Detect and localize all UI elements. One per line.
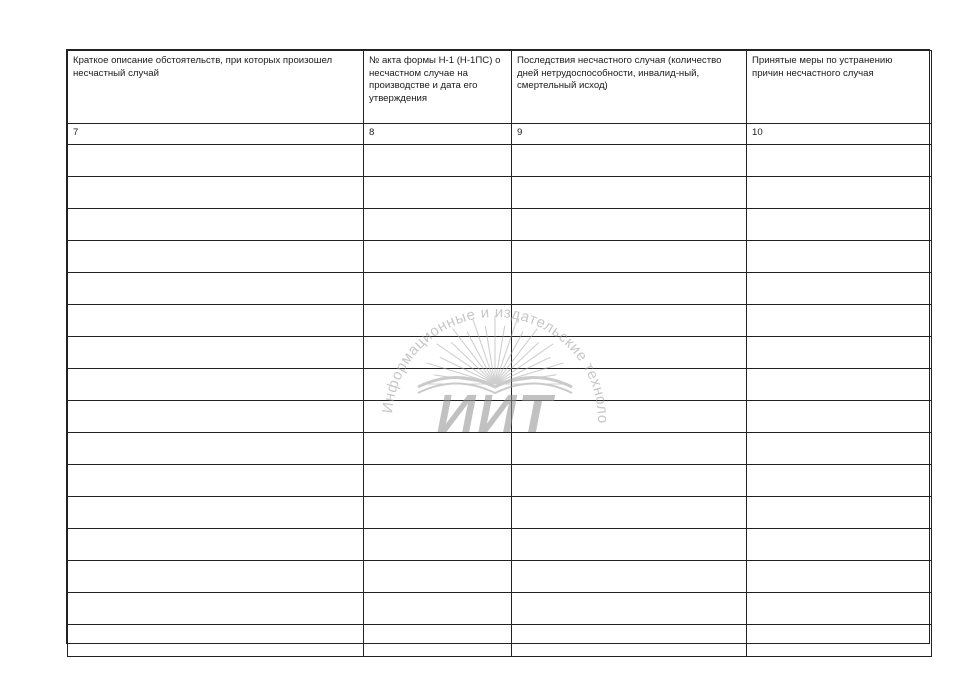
table-header-row bbox=[68, 51, 932, 124]
table-cell[interactable] bbox=[68, 497, 364, 529]
table-cell[interactable] bbox=[747, 433, 932, 465]
table-cell[interactable] bbox=[364, 273, 512, 305]
table-cell[interactable] bbox=[747, 529, 932, 561]
table-cell[interactable] bbox=[512, 145, 747, 177]
table-cell[interactable] bbox=[747, 273, 932, 305]
table-cell[interactable] bbox=[364, 497, 512, 529]
table-cell[interactable] bbox=[68, 369, 364, 401]
table-cell[interactable] bbox=[512, 241, 747, 273]
table-cell[interactable] bbox=[364, 593, 512, 625]
header-circumstances: Краткое описание обстоятельств, при которых произошел несчастный случай bbox=[68, 51, 364, 124]
table-cell[interactable] bbox=[747, 241, 932, 273]
table-cell[interactable] bbox=[512, 625, 747, 657]
table-row bbox=[68, 273, 932, 305]
table-cell[interactable] bbox=[512, 433, 747, 465]
table-cell[interactable] bbox=[512, 337, 747, 369]
table-row bbox=[68, 305, 932, 337]
table-cell[interactable] bbox=[512, 401, 747, 433]
table-cell[interactable] bbox=[364, 305, 512, 337]
table-cell[interactable] bbox=[512, 369, 747, 401]
table-cell[interactable] bbox=[747, 337, 932, 369]
column-number-7: 7 bbox=[68, 124, 364, 145]
table-cell[interactable] bbox=[68, 593, 364, 625]
table-cell[interactable] bbox=[747, 145, 932, 177]
table-cell[interactable] bbox=[512, 305, 747, 337]
table-cell[interactable] bbox=[68, 401, 364, 433]
table-row bbox=[68, 593, 932, 625]
table-cell[interactable] bbox=[364, 145, 512, 177]
table-cell[interactable] bbox=[364, 209, 512, 241]
table-cell[interactable] bbox=[747, 593, 932, 625]
column-number-8: 8 bbox=[364, 124, 512, 145]
table-cell[interactable] bbox=[364, 529, 512, 561]
table-cell[interactable] bbox=[364, 433, 512, 465]
table-cell[interactable] bbox=[364, 241, 512, 273]
table-cell[interactable] bbox=[68, 337, 364, 369]
table-row bbox=[68, 433, 932, 465]
table-cell[interactable] bbox=[512, 497, 747, 529]
table-cell[interactable] bbox=[747, 177, 932, 209]
table-row bbox=[68, 561, 932, 593]
table-cell[interactable] bbox=[68, 433, 364, 465]
table-cell[interactable] bbox=[512, 273, 747, 305]
table-row bbox=[68, 241, 932, 273]
table-cell[interactable] bbox=[512, 593, 747, 625]
header-consequences: Последствия несчастного случая (количество дней нетрудоспособности, инвалид-ный, смертельный исход) bbox=[512, 51, 747, 124]
table-cell[interactable] bbox=[68, 241, 364, 273]
table-cell[interactable] bbox=[747, 625, 932, 657]
table-cell[interactable] bbox=[512, 177, 747, 209]
table-cell[interactable] bbox=[512, 561, 747, 593]
table-cell[interactable] bbox=[364, 177, 512, 209]
table-cell[interactable] bbox=[68, 145, 364, 177]
table-cell[interactable] bbox=[512, 529, 747, 561]
table-row bbox=[68, 401, 932, 433]
watermark-logo-text: ИИТ bbox=[436, 384, 554, 437]
table-cell[interactable] bbox=[747, 305, 932, 337]
table-row bbox=[68, 145, 932, 177]
table-cell[interactable] bbox=[364, 465, 512, 497]
table-row bbox=[68, 497, 932, 529]
table-cell[interactable] bbox=[68, 273, 364, 305]
table-cell[interactable] bbox=[364, 561, 512, 593]
table-cell[interactable] bbox=[512, 465, 747, 497]
table-cell[interactable] bbox=[68, 209, 364, 241]
watermark-arc-text: Информационные и издательские техноло bbox=[379, 303, 612, 424]
table-cell[interactable] bbox=[364, 337, 512, 369]
table-cell[interactable] bbox=[68, 529, 364, 561]
accident-journal-table bbox=[67, 50, 932, 657]
table-cell[interactable] bbox=[512, 209, 747, 241]
table-cell[interactable] bbox=[747, 561, 932, 593]
table-cell[interactable] bbox=[68, 177, 364, 209]
table-cell[interactable] bbox=[747, 209, 932, 241]
table-cell[interactable] bbox=[68, 465, 364, 497]
table-row bbox=[68, 337, 932, 369]
table-cell[interactable] bbox=[364, 401, 512, 433]
table-row bbox=[68, 529, 932, 561]
table-cell[interactable] bbox=[364, 625, 512, 657]
header-measures: Принятые меры по устранению причин несчастного случая bbox=[747, 51, 932, 124]
table-row bbox=[68, 465, 932, 497]
table-row bbox=[68, 177, 932, 209]
table-cell[interactable] bbox=[747, 497, 932, 529]
table-cell[interactable] bbox=[747, 465, 932, 497]
column-number-9: 9 bbox=[512, 124, 747, 145]
table-cell[interactable] bbox=[68, 305, 364, 337]
table-cell[interactable] bbox=[747, 369, 932, 401]
table-row bbox=[68, 369, 932, 401]
header-act-number: № акта формы Н-1 (Н-1ПС) о несчастном случае на производстве и дата его утверждения bbox=[364, 51, 512, 124]
table-cell[interactable] bbox=[364, 369, 512, 401]
table-cell[interactable] bbox=[747, 401, 932, 433]
table-cell[interactable] bbox=[68, 625, 364, 657]
table-cell[interactable] bbox=[68, 561, 364, 593]
journal-table-page bbox=[66, 49, 930, 644]
table-row bbox=[68, 209, 932, 241]
table-row bbox=[68, 625, 932, 657]
column-number-10: 10 bbox=[747, 124, 932, 145]
column-number-row bbox=[68, 124, 932, 145]
